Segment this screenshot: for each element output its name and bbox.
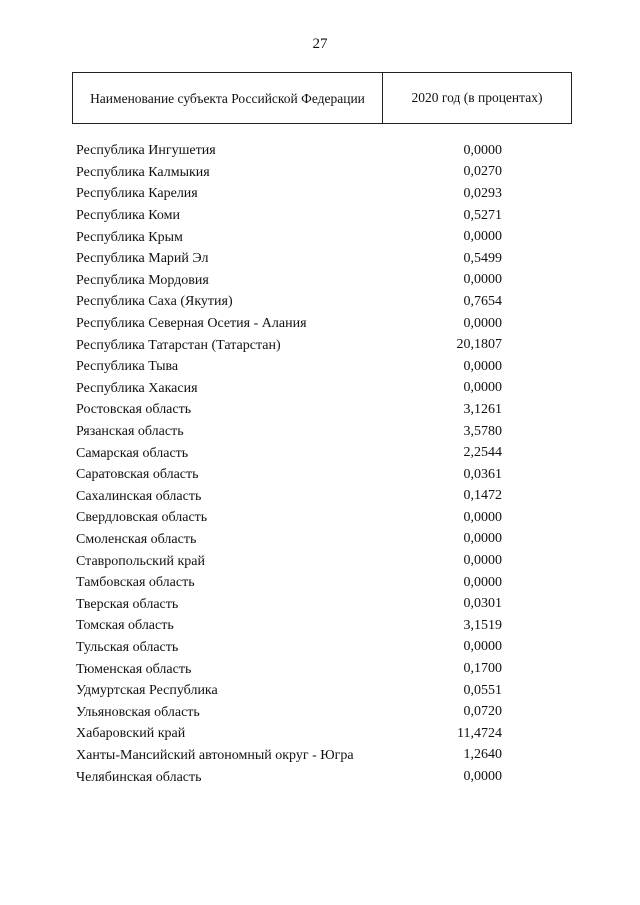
table-row	[76, 421, 576, 443]
page-number: 27	[312, 36, 328, 52]
percent-value: 0,0000	[463, 142, 502, 158]
percent-value: 3,1261	[463, 401, 502, 417]
table-row	[76, 723, 576, 745]
table-row	[76, 442, 576, 464]
percent-value: 0,0293	[463, 185, 502, 201]
subject-name: Ульяновская область	[76, 704, 200, 720]
percent-value: 0,0361	[463, 466, 502, 482]
subject-name: Ханты-Мансийский автономный округ - Югра	[76, 747, 354, 763]
subject-name: Республика Мордовия	[76, 272, 209, 288]
percent-value: 0,5271	[463, 207, 502, 223]
subject-name: Сахалинская область	[76, 488, 202, 504]
subject-name: Республика Саха (Якутия)	[76, 294, 233, 310]
table-row	[76, 162, 576, 184]
table-row	[76, 507, 576, 529]
subject-name: Тверская область	[76, 596, 179, 612]
subject-name: Хабаровский край	[76, 726, 186, 742]
percent-value: 0,0000	[463, 531, 502, 547]
subject-name: Тамбовская область	[76, 575, 195, 591]
table-row	[76, 550, 576, 572]
table-row	[76, 680, 576, 702]
subject-name: Удмуртская Республика	[76, 683, 218, 699]
table-row	[76, 615, 576, 637]
percent-value: 0,0000	[463, 380, 502, 396]
percent-value: 0,5499	[463, 250, 502, 266]
subject-name: Рязанская область	[76, 424, 184, 440]
header-year-percent: 2020 год (в процентах)	[411, 90, 543, 105]
subject-name: Республика Ингушетия	[76, 143, 216, 159]
subject-name: Ростовская область	[76, 402, 192, 418]
subject-name: Смоленская область	[76, 531, 197, 547]
table-row	[76, 572, 576, 594]
subject-name: Республика Татарстан (Татарстан)	[76, 337, 281, 353]
table-row	[76, 766, 576, 788]
subject-name: Республика Северная Осетия - Алания	[76, 316, 307, 332]
subject-name: Челябинская область	[76, 769, 202, 785]
subject-name: Ставропольский край	[76, 553, 205, 569]
subject-name: Республика Тыва	[76, 359, 179, 375]
percent-value: 0,0301	[463, 596, 502, 612]
table-row	[76, 464, 576, 486]
header-subject-name: Наименование субъекта Российской Федерации	[73, 73, 383, 123]
percent-value: 0,0000	[463, 315, 502, 331]
subject-name: Тульская область	[76, 639, 179, 655]
subject-name: Республика Карелия	[76, 186, 198, 202]
percent-value: 1,2640	[463, 747, 502, 763]
percent-value: 0,0000	[463, 769, 502, 785]
subject-name: Томская область	[76, 618, 174, 634]
percent-value: 0,7654	[463, 293, 502, 309]
percent-value: 0,0000	[463, 639, 502, 655]
table-row	[76, 205, 576, 227]
percent-value: 0,0551	[463, 682, 502, 698]
percent-value: 0,0000	[463, 574, 502, 590]
subject-name: Тюменская область	[76, 661, 192, 677]
percent-value: 3,1519	[463, 617, 502, 633]
table-row	[76, 334, 576, 356]
table-row	[76, 399, 576, 421]
table-row	[76, 593, 576, 615]
subject-name: Республика Крым	[76, 229, 183, 245]
table-row	[76, 226, 576, 248]
subject-name: Саратовская область	[76, 467, 199, 483]
table-row	[76, 745, 576, 767]
table-row	[76, 313, 576, 335]
percent-value: 0,0000	[463, 229, 502, 245]
table-row	[76, 356, 576, 378]
table-row	[76, 701, 576, 723]
percent-value: 0,0270	[463, 164, 502, 180]
table-row	[76, 291, 576, 313]
table-row	[76, 529, 576, 551]
subject-name: Республика Марий Эл	[76, 251, 209, 267]
percent-value: 0,1472	[463, 488, 502, 504]
subject-name: Республика Калмыкия	[76, 164, 210, 180]
table-row	[76, 183, 576, 205]
percent-value: 0,0000	[463, 553, 502, 569]
table-row	[76, 486, 576, 508]
table-row	[76, 140, 576, 162]
percent-value: 2,2544	[463, 445, 502, 461]
percent-value: 0,0000	[463, 358, 502, 374]
percent-value: 3,5780	[463, 423, 502, 439]
percent-value: 20,1807	[456, 337, 502, 353]
percent-value: 11,4724	[457, 725, 502, 741]
subject-name: Республика Хакасия	[76, 380, 198, 396]
table-header	[72, 72, 572, 124]
percent-value: 0,0720	[463, 704, 502, 720]
subject-name: Свердловская область	[76, 510, 208, 526]
table-body	[76, 140, 576, 788]
table-row	[76, 270, 576, 292]
percent-value: 0,1700	[463, 661, 502, 677]
table-row	[76, 637, 576, 659]
subject-name: Республика Коми	[76, 208, 180, 224]
table-row	[76, 248, 576, 270]
percent-value: 0,0000	[463, 509, 502, 525]
percent-value: 0,0000	[463, 272, 502, 288]
table-row	[76, 658, 576, 680]
table-row	[76, 378, 576, 400]
subject-name: Самарская область	[76, 445, 189, 461]
